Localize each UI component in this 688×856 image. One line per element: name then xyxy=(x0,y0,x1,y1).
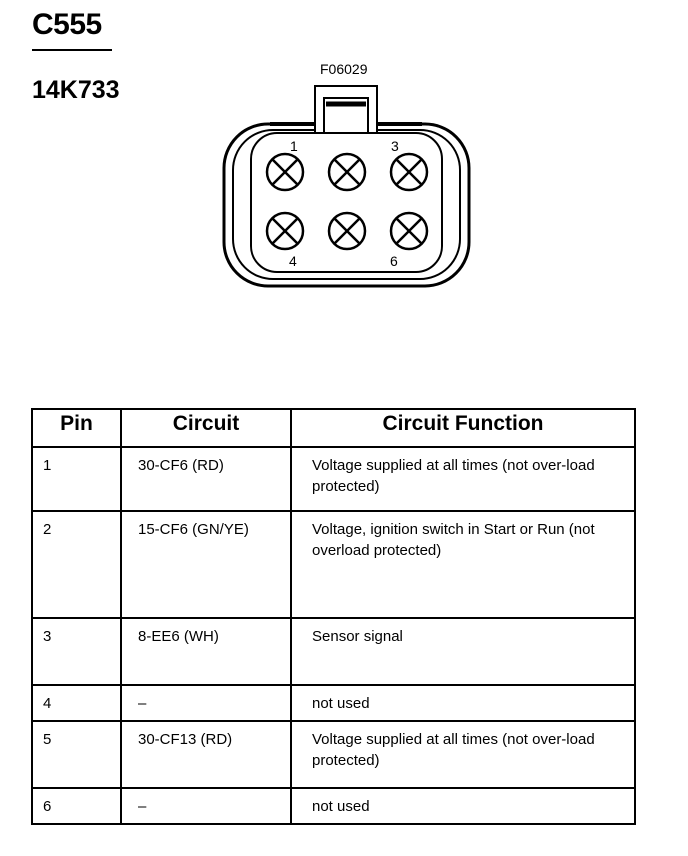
part-number: 14K733 xyxy=(32,76,120,104)
pin-4-terminal xyxy=(267,213,303,249)
cell-circuit: 30-CF6 (RD) xyxy=(121,447,291,511)
cell-pin: 3 xyxy=(32,618,121,685)
pin-label-6: 6 xyxy=(390,253,398,269)
cell-pin: 5 xyxy=(32,721,121,788)
table-row xyxy=(32,788,635,824)
pin-label-4: 4 xyxy=(289,253,297,269)
cell-pin: 2 xyxy=(32,511,121,618)
cell-function: Voltage supplied at all times (not over-load protected) xyxy=(291,447,635,511)
header-circuit: Circuit xyxy=(121,409,291,447)
cell-circuit: – xyxy=(121,788,291,824)
cell-pin: 4 xyxy=(32,685,121,721)
cell-circuit: – xyxy=(121,685,291,721)
cell-function: Sensor signal xyxy=(291,618,635,685)
table-row xyxy=(32,721,635,788)
cell-circuit: 8-EE6 (WH) xyxy=(121,618,291,685)
pin-2-terminal xyxy=(329,154,365,190)
pin-1-terminal xyxy=(267,154,303,190)
table-row xyxy=(32,511,635,618)
connector-id: C555 xyxy=(32,8,102,41)
pin-3-terminal xyxy=(391,154,427,190)
cell-function: Voltage, ignition switch in Start or Run (not overload protected) xyxy=(291,511,635,618)
pin-label-3: 3 xyxy=(391,138,399,154)
pin-label-1: 1 xyxy=(290,138,298,154)
cell-circuit: 15-CF6 (GN/YE) xyxy=(121,511,291,618)
pin-table xyxy=(31,408,636,825)
pin-6-terminal xyxy=(391,213,427,249)
cell-function: not used xyxy=(291,685,635,721)
table-row xyxy=(32,685,635,721)
table-row xyxy=(32,447,635,511)
cell-function: Voltage supplied at all times (not over-load protected) xyxy=(291,721,635,788)
cell-pin: 6 xyxy=(32,788,121,824)
header-pin: Pin xyxy=(32,409,121,447)
pin-5-terminal xyxy=(329,213,365,249)
cell-function: not used xyxy=(291,788,635,824)
cell-circuit: 30-CF13 (RD) xyxy=(121,721,291,788)
housing-inner-rim xyxy=(233,130,460,279)
header-function: Circuit Function xyxy=(291,409,635,447)
cell-pin: 1 xyxy=(32,447,121,511)
table-row xyxy=(32,618,635,685)
connector-face-diagram xyxy=(0,0,688,400)
housing-outer xyxy=(224,124,469,286)
table-header-row xyxy=(32,409,635,447)
pin-grid xyxy=(267,154,427,249)
figure-code: F06029 xyxy=(320,61,368,77)
